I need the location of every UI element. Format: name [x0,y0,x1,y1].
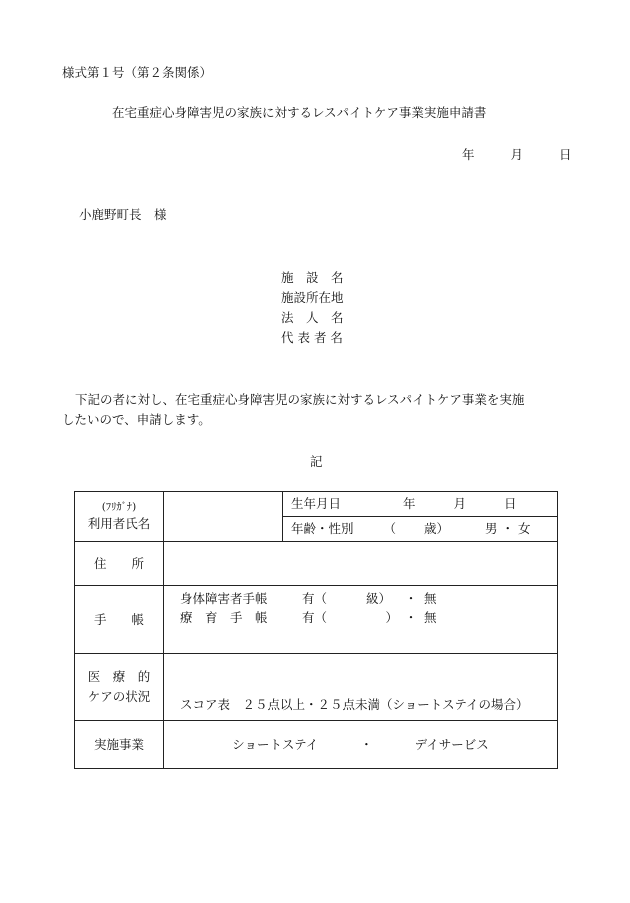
statement-line-1: 下記の者に対し、在宅重症心身障害児の家族に対するレスパイトケア事業を実施 [75,392,525,407]
date-month: 月 [510,147,523,162]
care-label-cell [75,654,164,721]
corporation-name-label: 法 人 名 [281,310,344,325]
service-separator: ・ [360,736,373,752]
application-date [462,147,571,163]
medical-care-cell[interactable] [164,654,558,721]
care-label-2: ケアの状況 [87,689,151,704]
age-unit: 歳） [423,521,449,536]
age-open-paren: （ [383,521,396,536]
user-name-label-cell [75,492,164,542]
representative-name-label: 代 表 者 名 [281,330,343,345]
furigana-label: (ﾌﾘｶﾞﾅ) [101,501,137,513]
statement-line-2: したいので、申請します。 [62,412,211,427]
ryoiku-techo-name: 療 育 手 帳 [180,610,268,625]
techo-label-cell [75,586,164,654]
service-cell[interactable] [164,721,558,769]
address-label: 住 所 [93,555,144,571]
sex-separator: ・ [501,521,514,536]
ryoiku-techo-none[interactable]: 無 [423,610,437,625]
physical-techo-grade: 級） [365,591,391,606]
dob-label: 生年月日 [291,496,342,511]
facility-address-label: 施設所在地 [281,290,344,305]
ryoiku-techo-line [180,608,557,627]
address-label-cell [75,542,164,586]
service-label-cell [75,721,164,769]
dob-month: 月 [453,496,466,511]
date-day: 日 [558,147,572,162]
dob-day: 日 [503,496,517,511]
ryoiku-techo-close: ） [385,610,398,625]
sex-female-option[interactable]: 女 [517,521,531,536]
application-form-table [74,491,558,769]
service-short-stay-option[interactable]: ショートステイ [232,736,319,752]
physical-techo-dot: ・ [404,591,418,606]
service-day-service-option[interactable]: デイサービス [414,736,489,752]
dob-year: 年 [402,496,416,511]
ki-heading: 記 [310,454,323,469]
techo-label: 手 帳 [93,611,144,627]
facility-block [281,268,344,348]
age-sex-cell[interactable] [283,517,558,542]
form-number: 様式第１号（第２条関係） [62,65,213,80]
physical-techo-none[interactable]: 無 [423,591,437,606]
dob-cell[interactable] [283,492,558,517]
addressee: 小鹿野町長 様 [79,207,167,222]
service-label: 実施事業 [93,736,144,752]
user-name-field[interactable] [164,492,283,542]
document-title: 在宅重症心身障害児の家族に対するレスパイトケア事業実施申請書 [112,105,487,120]
ryoiku-techo-dot: ・ [404,610,418,625]
ryoiku-techo-has[interactable]: 有（ [301,610,327,625]
sex-male-option[interactable]: 男 [484,521,498,536]
care-score-text: スコア表 ２５点以上・２５点未満（ショートステイの場合） [180,697,529,712]
user-name-label: 利用者氏名 [87,516,151,531]
date-year: 年 [462,147,475,162]
physical-disability-techo-line [180,589,557,608]
physical-techo-has[interactable]: 有（ [301,591,327,606]
application-statement [62,390,582,430]
age-sex-label: 年齢・性別 [291,521,354,536]
address-field[interactable] [164,542,558,586]
techo-cell[interactable] [164,586,558,654]
care-label-1: 医 療 的 [87,669,151,684]
physical-techo-name: 身体障害者手帳 [180,591,268,606]
facility-name-label: 施 設 名 [281,270,344,285]
